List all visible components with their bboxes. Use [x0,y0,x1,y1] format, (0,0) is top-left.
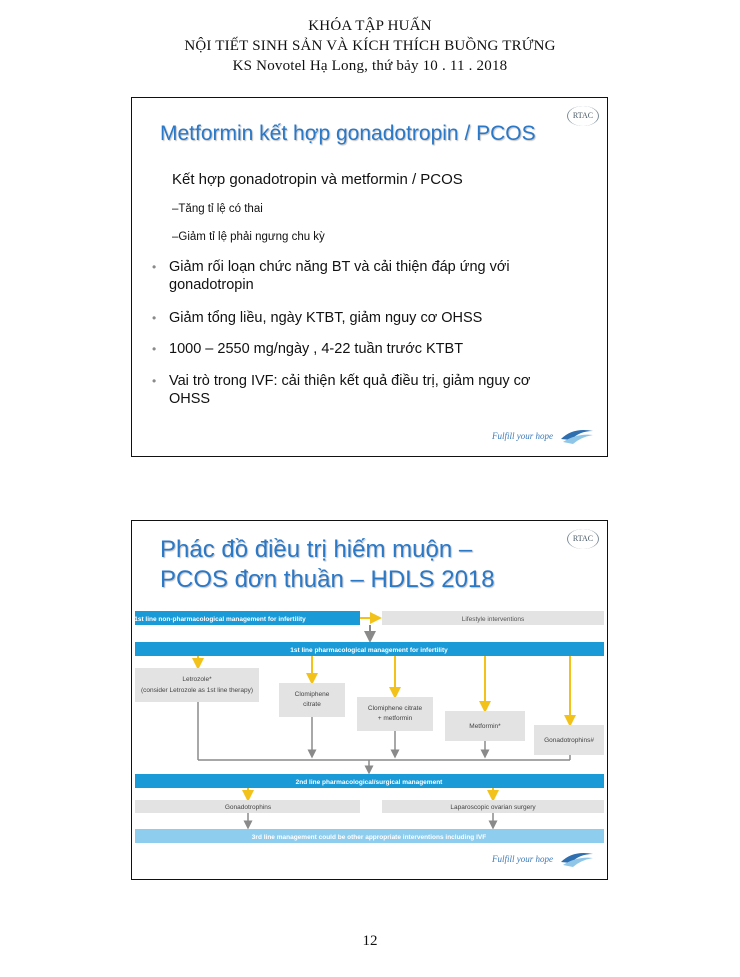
bullet-icon: • [152,260,157,274]
clomiphene-metformin-label: Clomiphene citrate [367,705,423,712]
laparoscopic-label: Laparoscopic ovarian surgery [450,804,536,811]
sub-item: –Giảm tỉ lệ phải ngưng chu kỳ [172,231,325,243]
pcos-flowchart [132,521,606,878]
bullet-item [152,258,569,294]
slide-1 [131,97,608,457]
bullet-icon: • [152,374,157,388]
letrozole-note: (consider Letrozole as 1st line therapy) [140,687,254,694]
clomiphene-label-2: citrate [303,701,321,708]
clomiphene-box [279,683,345,717]
rtac-logo: RTAC [567,529,599,549]
bullet-text: Giảm tổng liều, ngày KTBT, giảm nguy cơ OHSS [169,310,483,326]
slide-1-subtitle: Kết hợp gonadotropin và metformin / PCOS [172,171,463,188]
letrozole-box [135,668,259,702]
header-line-2: NỘI TIẾT SINH SẢN VÀ KÍCH THÍCH BUỒNG TRỨNG [184,38,556,54]
third-line-label: 3rd line management could be other appropriate interventions including IVF [251,834,487,841]
header-line-3: KS Novotel Hạ Long, thứ bảy 10 . 11 . 2018 [232,58,508,74]
bullet-item [152,309,569,327]
wave-logo-icon [559,427,595,445]
sub-item: –Tăng tỉ lệ có thai [172,203,263,215]
clomiphene-metformin-label-2: + metformin [377,715,413,722]
slide-footer [492,847,595,871]
slide-2 [131,520,608,880]
letrozole-label: Letrozole* [182,676,212,683]
bullet-text: 1000 – 2550 mg/ngày , 4-22 tuần trước KTBT [169,341,464,357]
bullet-item [152,372,569,408]
footer-text: Fulfill your hope [492,854,553,864]
first-line-nonpharm-label: 1st line non-pharmacological management for infertility [134,616,306,623]
gonadotrophins-first-label: Gonadotrophins# [544,737,594,744]
page-number: 12 [362,933,378,949]
bullet-text: Vai trò trong IVF: cải thiện kết quả điều trị, giảm nguy cơ OHSS [169,373,531,407]
bullet-icon: • [152,342,157,356]
metformin-label: Metformin* [469,723,501,730]
clomiphene-metformin-box [357,697,433,731]
clomiphene-label: Clomiphene [294,691,330,698]
lifestyle-label: Lifestyle interventions [461,616,525,623]
bullet-icon: • [152,311,157,325]
slide-1-title: Metformin kết hợp gonadotropin / PCOS [160,122,536,145]
first-line-pharm-label: 1st line pharmacological management for infertility [290,647,448,654]
second-line-label: 2nd line pharmacological/surgical management [295,779,443,786]
gonadotrophins-second-label: Gonadotrophins [224,804,272,811]
slide-footer [492,424,595,448]
bullet-text: Giảm rối loạn chức năng BT và cải thiện đáp ứng với gonadotropin [169,259,510,293]
bullet-item [152,340,569,358]
slide-2-title-line-2: PCOS đơn thuần – HDLS 2018 [160,566,495,593]
slide-2-title-line-1: Phác đồ điều trị hiếm muộn – [160,536,473,563]
header-line-1: KHÓA TẬP HUẤN [308,18,432,34]
rtac-logo: RTAC [567,106,599,126]
footer-text: Fulfill your hope [492,431,553,441]
wave-logo-icon [559,850,595,868]
